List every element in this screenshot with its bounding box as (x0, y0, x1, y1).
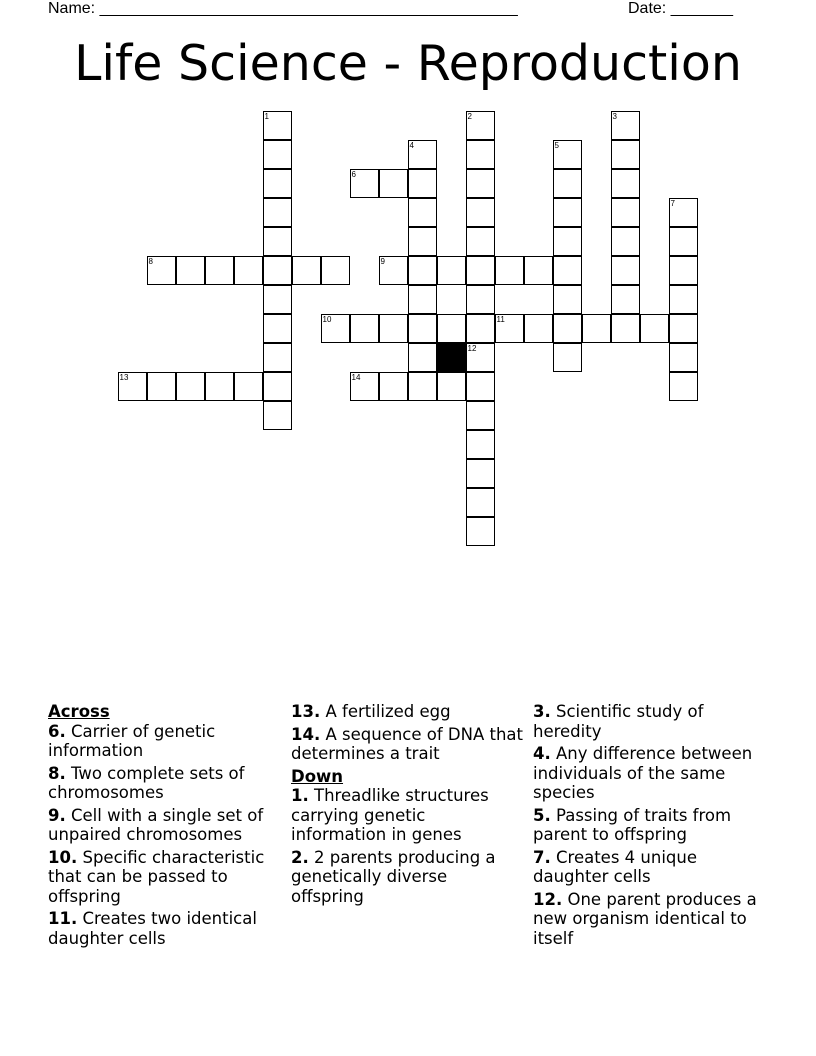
clue-text: Any difference between individuals of the same species (533, 744, 753, 802)
grid-cell[interactable] (292, 256, 321, 285)
grid-cell[interactable] (553, 285, 582, 314)
clue-number: 1. (291, 786, 309, 805)
grid-cell[interactable] (611, 314, 640, 343)
grid-cell[interactable] (466, 517, 495, 546)
clue-item (533, 890, 769, 949)
clue-text: Scientific study of heredity (533, 702, 704, 741)
grid-cell[interactable] (669, 285, 698, 314)
grid-cell[interactable] (495, 256, 524, 285)
grid-cell[interactable] (524, 314, 553, 343)
grid-cell[interactable] (263, 169, 292, 198)
clue-item (48, 848, 284, 907)
date-field: Date: _______ (628, 0, 733, 17)
grid-cell[interactable] (611, 198, 640, 227)
grid-cell[interactable] (582, 314, 611, 343)
grid-cell[interactable] (640, 314, 669, 343)
grid-cell[interactable] (437, 372, 466, 401)
clue-column-2 (291, 702, 523, 909)
clue-number-label: 3 (612, 111, 617, 121)
grid-cell[interactable] (524, 256, 553, 285)
clue-number: 11. (48, 909, 78, 928)
clue-text: A fertilized egg (325, 702, 451, 721)
name-field: Name: _______________________________________________ (48, 0, 518, 17)
grid-cell[interactable] (466, 227, 495, 256)
grid-cell[interactable] (553, 256, 582, 285)
grid-cell[interactable] (466, 459, 495, 488)
grid-cell[interactable] (611, 140, 640, 169)
clue-text: Creates two identical daughter cells (48, 909, 257, 948)
grid-cell[interactable] (553, 314, 582, 343)
grid-cell[interactable] (466, 314, 495, 343)
clue-text: Specific characteristic that can be passed to offspring (48, 847, 265, 906)
grid-cell[interactable] (263, 343, 292, 372)
grid-cell[interactable] (466, 140, 495, 169)
grid-cell[interactable] (466, 285, 495, 314)
clue-item (533, 848, 769, 887)
clue-number: 3. (533, 702, 551, 721)
grid-cell[interactable] (321, 256, 350, 285)
clue-number-label: 6 (351, 169, 356, 179)
clue-number: 12. (533, 889, 563, 909)
clue-section-heading: Down (291, 766, 344, 786)
grid-cell[interactable] (553, 343, 582, 372)
grid-cell[interactable] (263, 285, 292, 314)
clue-item (533, 744, 769, 803)
clue-text: Carrier of genetic information (48, 721, 216, 760)
page-title: Life Science - Reproduction (74, 35, 742, 92)
grid-cell[interactable] (408, 314, 437, 343)
grid-cell[interactable] (263, 256, 292, 285)
grid-cell[interactable] (466, 198, 495, 227)
grid-cell[interactable] (553, 198, 582, 227)
grid-cell[interactable] (466, 372, 495, 401)
clue-number: 14. (291, 724, 321, 744)
clue-number-label: 11 (496, 314, 505, 324)
clue-number: 9. (48, 805, 66, 825)
clue-item (48, 722, 284, 761)
grid-cell[interactable] (379, 169, 408, 198)
clue-number: 7. (533, 847, 551, 867)
grid-cell[interactable] (408, 198, 437, 227)
clue-item (48, 764, 284, 803)
grid-cell[interactable] (147, 372, 176, 401)
clue-column-1 (48, 702, 284, 951)
clue-number: 6. (48, 721, 66, 741)
grid-cell[interactable] (466, 488, 495, 517)
grid-cell[interactable] (669, 343, 698, 372)
grid-cell[interactable] (263, 227, 292, 256)
grid-cell[interactable] (611, 169, 640, 198)
clue-number-label: 4 (409, 140, 414, 150)
grid-cell[interactable] (263, 372, 292, 401)
clue-text: Creates 4 unique daughter cells (533, 847, 697, 886)
clue-number-label: 13 (119, 372, 129, 382)
grid-cell[interactable] (234, 256, 263, 285)
grid-cell[interactable] (263, 198, 292, 227)
clue-number-label: 1 (264, 111, 269, 121)
clue-number-label: 12 (467, 343, 477, 353)
clue-item (533, 806, 769, 845)
clue-number-label: 2 (467, 111, 472, 121)
grid-cell[interactable] (205, 256, 234, 285)
clue-number-label: 8 (148, 256, 153, 266)
clue-text: Passing of traits from parent to offspring (533, 805, 732, 844)
clue-item (48, 909, 284, 948)
grid-cell[interactable] (234, 372, 263, 401)
grid-cell[interactable] (611, 256, 640, 285)
grid-cell[interactable] (466, 169, 495, 198)
grid-cell[interactable] (669, 372, 698, 401)
grid-cell[interactable] (350, 314, 379, 343)
clue-item (291, 786, 523, 845)
clue-number-label: 10 (322, 314, 332, 324)
clue-section-heading: Across (48, 702, 110, 721)
grid-cell[interactable] (669, 256, 698, 285)
clue-number-label: 14 (351, 372, 361, 382)
grid-cell[interactable] (466, 256, 495, 285)
clue-text: Cell with a single set of unpaired chromosomes (48, 805, 264, 844)
grid-cell[interactable] (466, 401, 495, 430)
grid-cell[interactable] (553, 169, 582, 198)
clue-item (48, 806, 284, 845)
grid-cell[interactable] (408, 227, 437, 256)
clue-text: Threadlike structures carrying genetic information in genes (291, 786, 489, 844)
grid-cell[interactable] (437, 256, 466, 285)
grid-cell[interactable] (379, 314, 408, 343)
clue-column-3 (533, 702, 769, 951)
grid-cell[interactable] (611, 285, 640, 314)
grid-cell[interactable] (466, 430, 495, 459)
clue-number: 4. (533, 744, 551, 763)
clue-text: One parent produces a new organism identical to itself (533, 889, 757, 948)
clue-text: 2 parents producing a genetically diverse offspring (291, 847, 496, 906)
grid-cell[interactable] (176, 256, 205, 285)
grid-cell[interactable] (408, 169, 437, 198)
grid-cell[interactable] (263, 140, 292, 169)
clue-number-label: 7 (670, 198, 675, 208)
clue-number-label: 5 (554, 140, 559, 150)
grid-cell[interactable] (408, 343, 437, 372)
clue-text: Two complete sets of chromosomes (48, 763, 245, 802)
grid-cell[interactable] (553, 227, 582, 256)
grid-cell[interactable] (408, 256, 437, 285)
clue-item (291, 725, 523, 764)
grid-cell[interactable] (263, 401, 292, 430)
clue-item (291, 848, 523, 907)
grid-cell[interactable] (379, 372, 408, 401)
clue-number: 5. (533, 805, 551, 825)
clue-item (533, 702, 769, 741)
grid-cell[interactable] (176, 372, 205, 401)
grid-cell[interactable] (408, 372, 437, 401)
clue-number: 2. (291, 847, 309, 867)
clue-number-label: 9 (380, 256, 385, 266)
grid-cell[interactable] (263, 314, 292, 343)
clue-number: 13. (291, 702, 321, 721)
grid-cell[interactable] (669, 227, 698, 256)
grid-cell[interactable] (611, 227, 640, 256)
grid-cell[interactable] (669, 314, 698, 343)
clue-item (291, 702, 523, 722)
clue-number: 10. (48, 847, 78, 867)
black-square (437, 343, 466, 372)
grid-cell[interactable] (205, 372, 234, 401)
clue-number: 8. (48, 763, 66, 783)
grid-cell[interactable] (437, 314, 466, 343)
grid-cell[interactable] (408, 285, 437, 314)
clue-text: A sequence of DNA that determines a trait (291, 724, 524, 763)
